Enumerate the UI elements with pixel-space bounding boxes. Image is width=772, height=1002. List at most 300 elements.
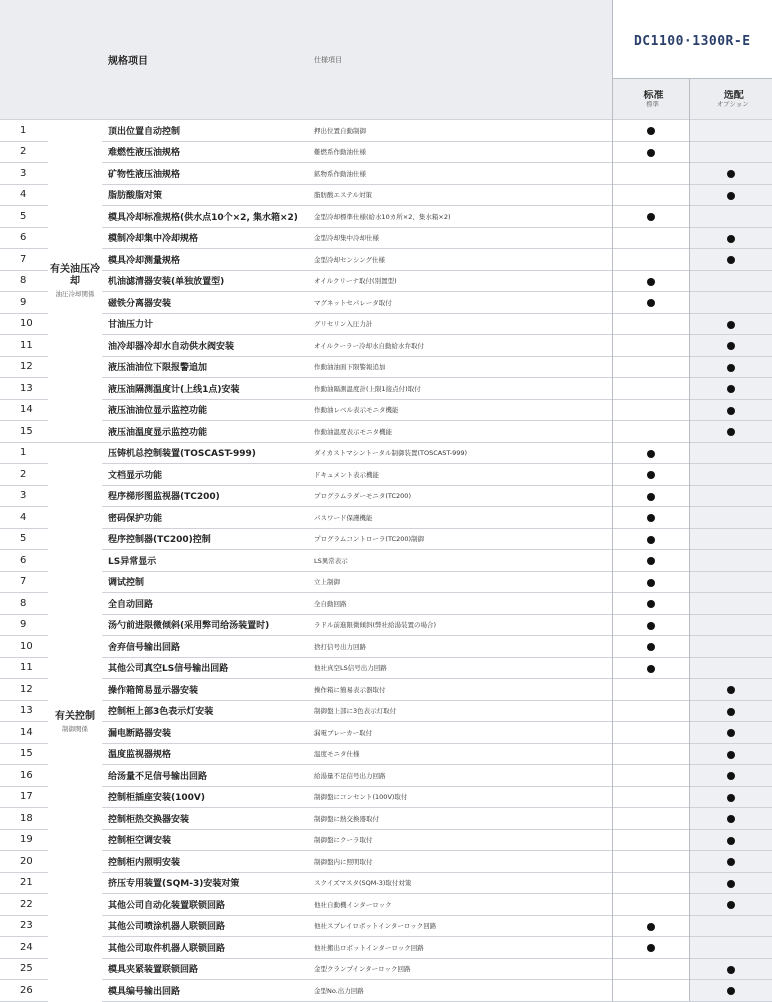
standard-cell — [612, 442, 689, 464]
option-cell — [689, 163, 772, 185]
standard-cell — [612, 571, 689, 593]
table-row — [0, 528, 772, 550]
row-number: 4 — [0, 184, 48, 206]
row-number: 2 — [0, 141, 48, 163]
table-row — [0, 722, 772, 744]
table-row — [0, 894, 772, 916]
standard-cell — [612, 378, 689, 400]
item-name-jp: 漏電ブレーカー取付 — [310, 722, 612, 744]
table-row — [0, 163, 772, 185]
option-cell — [689, 292, 772, 314]
table-row — [0, 872, 772, 894]
standard-cell — [612, 227, 689, 249]
standard-cell — [612, 507, 689, 529]
standard-cell — [612, 163, 689, 185]
row-number: 1 — [0, 120, 48, 142]
filled-dot-icon — [727, 686, 735, 694]
item-name-cn: 矿物性液压油规格 — [102, 163, 310, 185]
table-row — [0, 679, 772, 701]
filled-dot-icon — [727, 880, 735, 888]
row-number: 22 — [0, 894, 48, 916]
filled-dot-icon — [727, 192, 735, 200]
item-name-jp: 他社自動機インターロック — [310, 894, 612, 916]
row-number: 11 — [0, 335, 48, 357]
standard-cell — [612, 550, 689, 572]
item-name-cn: 操作箱简易显示器安装 — [102, 679, 310, 701]
row-number: 8 — [0, 270, 48, 292]
item-name-cn: 其他公司喷涂机器人联锁回路 — [102, 915, 310, 937]
row-number: 26 — [0, 980, 48, 1002]
item-name-cn: 其他公司自动化装置联锁回路 — [102, 894, 310, 916]
table-row — [0, 765, 772, 787]
model-title-cell — [612, 0, 772, 79]
category-cell — [48, 120, 102, 443]
item-name-jp: 鉱物系作動油仕様 — [310, 163, 612, 185]
standard-cell — [612, 421, 689, 443]
item-name-jp: 制御盤にクーラ取付 — [310, 829, 612, 851]
option-cell — [689, 335, 772, 357]
table-row — [0, 141, 772, 163]
item-name-cn: 压铸机总控制装置(TOSCAST-999) — [102, 442, 310, 464]
table-row — [0, 206, 772, 228]
item-name-jp: スクイズマスタ(SQM-3)取付対策 — [310, 872, 612, 894]
row-number: 23 — [0, 915, 48, 937]
table-row — [0, 636, 772, 658]
item-name-cn: 模具编号输出回路 — [102, 980, 310, 1002]
row-number: 20 — [0, 851, 48, 873]
filled-dot-icon — [727, 235, 735, 243]
filled-dot-icon — [647, 278, 655, 286]
item-name-jp: 他社真空LS信号出力回路 — [310, 657, 612, 679]
standard-cell — [612, 335, 689, 357]
header-item-cn: 规格项目 — [102, 0, 310, 120]
filled-dot-icon — [727, 342, 735, 350]
table-row — [0, 915, 772, 937]
item-name-jp: 作動油温度表示モニタ機能 — [310, 421, 612, 443]
table-row — [0, 550, 772, 572]
item-name-cn: 磁铁分离器安装 — [102, 292, 310, 314]
option-cell — [689, 249, 772, 271]
standard-cell — [612, 679, 689, 701]
item-name-cn: 舍弃信号输出回路 — [102, 636, 310, 658]
row-number: 12 — [0, 679, 48, 701]
option-cell — [689, 958, 772, 980]
item-name-cn: 液压油隔测温度计(上线1点)安装 — [102, 378, 310, 400]
standard-label-jp: 標準 — [613, 101, 689, 108]
row-number: 18 — [0, 808, 48, 830]
filled-dot-icon — [727, 407, 735, 415]
item-name-cn: 程序控制器(TC200)控制 — [102, 528, 310, 550]
header-blank-cat-2 — [48, 79, 102, 120]
table-row — [0, 356, 772, 378]
standard-cell — [612, 206, 689, 228]
option-cell — [689, 421, 772, 443]
table-row — [0, 571, 772, 593]
option-label-jp: オプション — [690, 101, 772, 108]
item-name-cn: 程序梯形图监视器(TC200) — [102, 485, 310, 507]
standard-cell — [612, 593, 689, 615]
category-label-jp: 制御関係 — [48, 724, 102, 733]
table-row — [0, 851, 772, 873]
row-number: 14 — [0, 399, 48, 421]
filled-dot-icon — [647, 493, 655, 501]
row-number: 14 — [0, 722, 48, 744]
filled-dot-icon — [647, 557, 655, 565]
filled-dot-icon — [727, 256, 735, 264]
row-number: 17 — [0, 786, 48, 808]
item-name-cn: 其他公司真空LS信号输出回路 — [102, 657, 310, 679]
item-name-jp: プログラムコントローラ(TC200)制御 — [310, 528, 612, 550]
filled-dot-icon — [727, 794, 735, 802]
option-cell — [689, 313, 772, 335]
option-cell — [689, 743, 772, 765]
standard-cell — [612, 937, 689, 959]
standard-cell — [612, 829, 689, 851]
item-name-jp: 給湯量不足信号出力回路 — [310, 765, 612, 787]
standard-cell — [612, 851, 689, 873]
table-row — [0, 313, 772, 335]
option-cell — [689, 829, 772, 851]
item-name-cn: 密码保护功能 — [102, 507, 310, 529]
item-name-jp: 捨打信号出力回路 — [310, 636, 612, 658]
row-number: 19 — [0, 829, 48, 851]
standard-cell — [612, 958, 689, 980]
standard-cell — [612, 120, 689, 142]
filled-dot-icon — [727, 751, 735, 759]
row-number: 7 — [0, 249, 48, 271]
option-cell — [689, 571, 772, 593]
item-name-jp: 金型冷却標準仕様(給水10カ所×2、集水箱×2) — [310, 206, 612, 228]
table-row — [0, 442, 772, 464]
option-cell — [689, 528, 772, 550]
table-row — [0, 399, 772, 421]
item-name-jp: パスワード保護機能 — [310, 507, 612, 529]
option-cell — [689, 550, 772, 572]
filled-dot-icon — [727, 837, 735, 845]
table-row — [0, 743, 772, 765]
option-cell — [689, 206, 772, 228]
table-row — [0, 786, 772, 808]
filled-dot-icon — [647, 127, 655, 135]
filled-dot-icon — [727, 772, 735, 780]
option-label: 选配 — [690, 90, 772, 101]
filled-dot-icon — [727, 364, 735, 372]
item-name-jp: ダイカストマシントータル制御装置(TOSCAST-999) — [310, 442, 612, 464]
item-name-cn: 给汤量不足信号输出回路 — [102, 765, 310, 787]
filled-dot-icon — [727, 987, 735, 995]
option-cell — [689, 937, 772, 959]
standard-cell — [612, 786, 689, 808]
item-name-jp: 立上制御 — [310, 571, 612, 593]
item-name-cn: 调试控制 — [102, 571, 310, 593]
row-number: 4 — [0, 507, 48, 529]
item-name-cn: 油冷却器冷却水自动供水阀安装 — [102, 335, 310, 357]
filled-dot-icon — [727, 901, 735, 909]
item-name-cn: 全自动回路 — [102, 593, 310, 615]
filled-dot-icon — [727, 321, 735, 329]
row-number: 5 — [0, 528, 48, 550]
category-label: 有关油压冷却 — [48, 264, 102, 289]
row-number: 25 — [0, 958, 48, 980]
filled-dot-icon — [647, 923, 655, 931]
standard-cell — [612, 399, 689, 421]
table-row — [0, 614, 772, 636]
item-name-cn: 模具冷却标准规格(供水点10个×2, 集水箱×2) — [102, 206, 310, 228]
standard-cell — [612, 765, 689, 787]
item-name-jp: 制御盤上部に3色表示灯取付 — [310, 700, 612, 722]
filled-dot-icon — [647, 622, 655, 630]
option-cell — [689, 507, 772, 529]
option-cell — [689, 356, 772, 378]
row-number: 15 — [0, 743, 48, 765]
option-cell — [689, 915, 772, 937]
option-cell — [689, 378, 772, 400]
item-name-jp: ラドル前進限微傾斜(弊社給湯装置の場合) — [310, 614, 612, 636]
table-row — [0, 937, 772, 959]
standard-cell — [612, 528, 689, 550]
row-number: 15 — [0, 421, 48, 443]
option-cell — [689, 808, 772, 830]
filled-dot-icon — [647, 536, 655, 544]
filled-dot-icon — [647, 213, 655, 221]
row-number: 13 — [0, 378, 48, 400]
row-number: 6 — [0, 227, 48, 249]
option-cell — [689, 700, 772, 722]
standard-cell — [612, 270, 689, 292]
item-name-jp: 操作箱に簡易表示器取付 — [310, 679, 612, 701]
option-cell — [689, 270, 772, 292]
option-cell — [689, 786, 772, 808]
item-name-cn: 液压油油位下限报警追加 — [102, 356, 310, 378]
filled-dot-icon — [647, 643, 655, 651]
standard-cell — [612, 636, 689, 658]
item-name-jp: LS異常表示 — [310, 550, 612, 572]
item-name-cn: 文档显示功能 — [102, 464, 310, 486]
table-row — [0, 958, 772, 980]
model-title: DC1100·1300R-E — [634, 34, 751, 49]
option-cell — [689, 980, 772, 1002]
item-name-jp: プログラムラダーモニタ(TC200) — [310, 485, 612, 507]
item-name-jp: 温度モニタ仕様 — [310, 743, 612, 765]
option-cell — [689, 141, 772, 163]
table-row — [0, 184, 772, 206]
filled-dot-icon — [727, 708, 735, 716]
option-cell — [689, 894, 772, 916]
standard-cell — [612, 915, 689, 937]
standard-cell — [612, 743, 689, 765]
table-row — [0, 464, 772, 486]
row-number: 8 — [0, 593, 48, 615]
standard-label: 标准 — [613, 90, 689, 101]
item-name-jp: 金型冷却集中冷却仕様 — [310, 227, 612, 249]
item-name-jp: 金型クランプインターロック回路 — [310, 958, 612, 980]
item-name-jp: マグネットセパレータ取付 — [310, 292, 612, 314]
row-number: 5 — [0, 206, 48, 228]
item-name-jp: 難燃系作動油仕様 — [310, 141, 612, 163]
filled-dot-icon — [647, 665, 655, 673]
item-name-cn: 液压油油位显示监控功能 — [102, 399, 310, 421]
table-row — [0, 657, 772, 679]
item-name-jp: グリセリン入圧力計 — [310, 313, 612, 335]
option-cell — [689, 657, 772, 679]
item-name-jp: オイルクリーナ取付(別置型) — [310, 270, 612, 292]
row-number: 10 — [0, 636, 48, 658]
table-row — [0, 507, 772, 529]
table-row — [0, 700, 772, 722]
option-cell — [689, 485, 772, 507]
standard-cell — [612, 657, 689, 679]
standard-cell — [612, 249, 689, 271]
row-number: 9 — [0, 292, 48, 314]
option-cell — [689, 636, 772, 658]
option-cell — [689, 120, 772, 142]
table-row — [0, 980, 772, 1002]
item-name-jp: 他社搬出ロボットインターロック回路 — [310, 937, 612, 959]
item-name-jp: 作動油レベル表示モニタ機能 — [310, 399, 612, 421]
option-cell — [689, 184, 772, 206]
item-name-cn: 模具冷却测量规格 — [102, 249, 310, 271]
item-name-jp: 押出位置自動制御 — [310, 120, 612, 142]
row-number: 24 — [0, 937, 48, 959]
row-number: 3 — [0, 163, 48, 185]
filled-dot-icon — [727, 385, 735, 393]
table-row — [0, 120, 772, 142]
item-name-cn: 控制柜热交换器安装 — [102, 808, 310, 830]
item-name-jp: オイルクーラー冷却水自動給水弁取付 — [310, 335, 612, 357]
option-column-header — [689, 79, 772, 120]
option-cell — [689, 593, 772, 615]
filled-dot-icon — [727, 729, 735, 737]
row-number: 9 — [0, 614, 48, 636]
option-cell — [689, 872, 772, 894]
item-name-cn: 汤勺前进限微倾斜(采用弊司给汤装置时) — [102, 614, 310, 636]
option-cell — [689, 227, 772, 249]
table-row — [0, 335, 772, 357]
standard-cell — [612, 808, 689, 830]
item-name-cn: 挤压专用装置(SQM-3)安装对策 — [102, 872, 310, 894]
filled-dot-icon — [647, 471, 655, 479]
category-cell — [48, 442, 102, 1001]
standard-column-header — [612, 79, 689, 120]
row-number: 10 — [0, 313, 48, 335]
item-name-cn: LS异常显示 — [102, 550, 310, 572]
table-row — [0, 421, 772, 443]
item-name-cn: 模具夹紧装置联锁回路 — [102, 958, 310, 980]
option-cell — [689, 614, 772, 636]
standard-cell — [612, 313, 689, 335]
table-row — [0, 485, 772, 507]
standard-cell — [612, 980, 689, 1002]
row-number: 16 — [0, 765, 48, 787]
header-blank — [0, 0, 48, 79]
item-name-jp: 制御盤内に照明取付 — [310, 851, 612, 873]
item-name-jp: 全自動回路 — [310, 593, 612, 615]
filled-dot-icon — [647, 450, 655, 458]
option-cell — [689, 851, 772, 873]
table-row — [0, 378, 772, 400]
table-row — [0, 593, 772, 615]
item-name-cn: 机油滤清器安装(单独放置型) — [102, 270, 310, 292]
item-name-jp: 脂肪酸エステル対策 — [310, 184, 612, 206]
row-number: 11 — [0, 657, 48, 679]
option-cell — [689, 464, 772, 486]
row-number: 21 — [0, 872, 48, 894]
item-name-cn: 顶出位置自动控制 — [102, 120, 310, 142]
item-name-cn: 控制柜上部3色表示灯安装 — [102, 700, 310, 722]
standard-cell — [612, 700, 689, 722]
item-name-cn: 控制柜空调安装 — [102, 829, 310, 851]
filled-dot-icon — [727, 428, 735, 436]
header-blank-cat — [48, 0, 102, 79]
option-cell — [689, 399, 772, 421]
standard-cell — [612, 464, 689, 486]
category-label: 有关控制 — [48, 711, 102, 724]
item-name-jp: 金型冷却センシング仕様 — [310, 249, 612, 271]
standard-cell — [612, 614, 689, 636]
table-row — [0, 270, 772, 292]
item-name-jp: 作動油油面下限警報追加 — [310, 356, 612, 378]
table-row — [0, 227, 772, 249]
item-name-cn: 液压油温度显示监控功能 — [102, 421, 310, 443]
standard-cell — [612, 356, 689, 378]
standard-cell — [612, 184, 689, 206]
item-name-cn: 控制柜内照明安装 — [102, 851, 310, 873]
standard-cell — [612, 141, 689, 163]
filled-dot-icon — [647, 600, 655, 608]
table-row — [0, 249, 772, 271]
item-name-cn: 其他公司取件机器人联锁回路 — [102, 937, 310, 959]
header-blank-2 — [0, 79, 48, 120]
item-name-cn: 漏电断路器安装 — [102, 722, 310, 744]
item-name-jp: ドキュメント表示機能 — [310, 464, 612, 486]
filled-dot-icon — [647, 299, 655, 307]
standard-cell — [612, 872, 689, 894]
table-row — [0, 808, 772, 830]
item-name-cn: 控制柜插座安装(100V) — [102, 786, 310, 808]
filled-dot-icon — [647, 149, 655, 157]
row-number: 3 — [0, 485, 48, 507]
row-number: 12 — [0, 356, 48, 378]
header-item-jp: 仕様項目 — [310, 0, 612, 120]
filled-dot-icon — [727, 170, 735, 178]
standard-cell — [612, 485, 689, 507]
row-number: 2 — [0, 464, 48, 486]
item-name-jp: 制御盤に熱交換器取付 — [310, 808, 612, 830]
row-number: 6 — [0, 550, 48, 572]
item-name-cn: 模制冷却集中冷却规格 — [102, 227, 310, 249]
option-cell — [689, 442, 772, 464]
item-name-jp: 制御盤にコンセント(100V)取付 — [310, 786, 612, 808]
category-label-jp: 油圧冷却関係 — [48, 289, 102, 298]
item-name-jp: 作動油隔測温度計(上限1接点付)取付 — [310, 378, 612, 400]
row-number: 7 — [0, 571, 48, 593]
item-name-cn: 脂肪酸脂对策 — [102, 184, 310, 206]
table-row — [0, 829, 772, 851]
filled-dot-icon — [647, 514, 655, 522]
table-row — [0, 292, 772, 314]
row-number: 1 — [0, 442, 48, 464]
item-name-cn: 温度监视器规格 — [102, 743, 310, 765]
standard-cell — [612, 292, 689, 314]
filled-dot-icon — [647, 944, 655, 952]
option-cell — [689, 722, 772, 744]
item-name-jp: 金型No.出力回路 — [310, 980, 612, 1002]
item-name-cn: 甘油压力计 — [102, 313, 310, 335]
item-name-cn: 难燃性液压油规格 — [102, 141, 310, 163]
filled-dot-icon — [727, 815, 735, 823]
item-name-jp: 他社スプレイロボットインターロック回路 — [310, 915, 612, 937]
standard-cell — [612, 722, 689, 744]
